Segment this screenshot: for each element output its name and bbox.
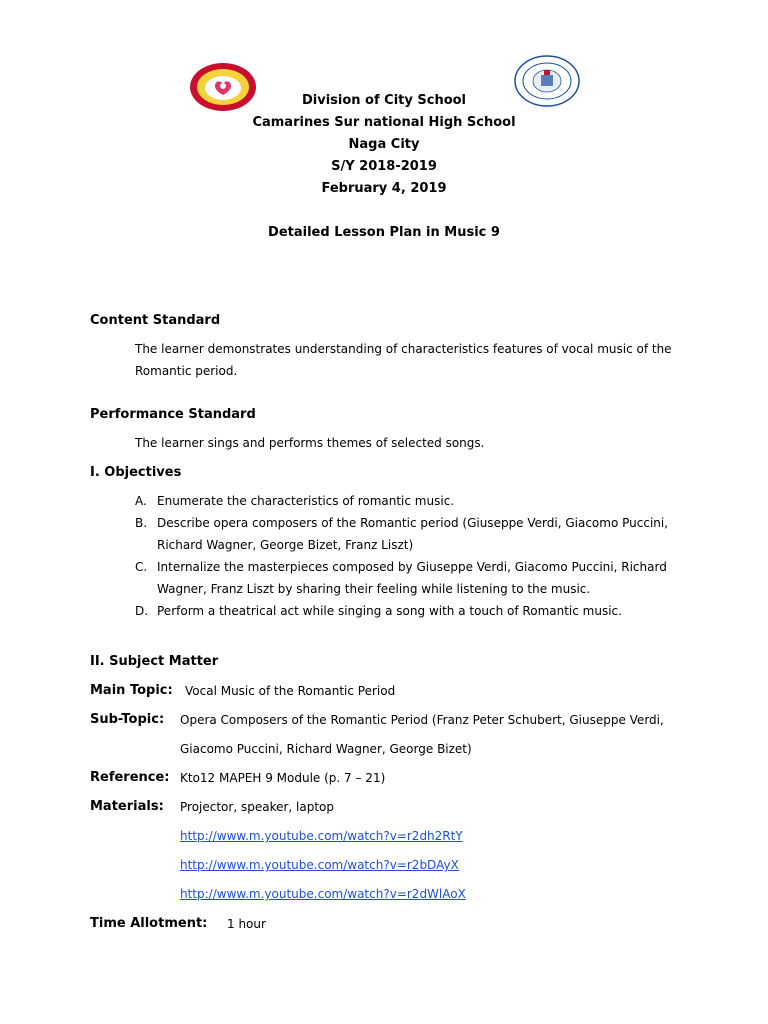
document-date: February 4, 2019 — [321, 181, 447, 196]
video-link-3[interactable]: http://www.m.youtube.com/watch?v=r2dWlAoX — [180, 887, 466, 901]
objective-text: Enumerate the characteristics of romantic music. — [157, 494, 455, 508]
objective-text: Richard Wagner, George Bizet, Franz Liszt) — [157, 538, 414, 552]
sub-topic-line-2: Giacomo Puccini, Richard Wagner, George Bizet) — [180, 742, 472, 756]
objective-letter: A. — [135, 494, 147, 508]
video-link-1[interactable]: http://www.m.youtube.com/watch?v=r2dh2RtY — [180, 829, 463, 843]
performance-standard-heading: Performance Standard — [90, 407, 256, 422]
objective-text: Describe opera composers of the Romantic period (Giuseppe Verdi, Giacomo Puccini, — [157, 516, 669, 530]
division-name: Division of City School — [301, 93, 467, 108]
reference-label: Reference: — [90, 770, 170, 785]
content-standard-heading: Content Standard — [90, 313, 221, 328]
lesson-plan-title: Detailed Lesson Plan in Music 9 — [268, 225, 500, 240]
objectives-heading: I. Objectives — [90, 465, 182, 480]
reference-value: Kto12 MAPEH 9 Module (p. 7 – 21) — [180, 771, 386, 785]
objective-letter: C. — [135, 560, 148, 574]
sub-topic-label: Sub-Topic: — [90, 712, 165, 727]
objective-item — [135, 556, 695, 600]
school-name: Camarines Sur national High School — [252, 115, 516, 130]
video-link-2[interactable]: http://www.m.youtube.com/watch?v=r2bDAyX — [180, 858, 459, 872]
subject-matter-heading: II. Subject Matter — [90, 654, 219, 669]
objective-text: Wagner, Franz Liszt by sharing their feeling while listening to the music. — [157, 582, 591, 596]
time-allotment-value: 1 hour — [227, 917, 266, 931]
materials-label: Materials: — [90, 799, 164, 814]
performance-standard-text: The learner sings and performs themes of selected songs. — [135, 436, 485, 450]
main-topic-value: Vocal Music of the Romantic Period — [185, 684, 396, 698]
objective-text: Internalize the masterpieces composed by Giuseppe Verdi, Giacomo Puccini, Richard — [157, 560, 667, 574]
content-standard-line-2: Romantic period. — [135, 364, 238, 378]
time-allotment-label: Time Allotment: — [90, 916, 208, 931]
objective-letter: B. — [135, 516, 148, 530]
school-year: S/Y 2018-2019 — [331, 159, 437, 174]
content-standard-line-1: The learner demonstrates understanding of characteristics features of vocal music of the — [135, 342, 672, 356]
sub-topic-line-1: Opera Composers of the Romantic Period (Franz Peter Schubert, Giuseppe Verdi, — [180, 713, 664, 727]
main-topic-label: Main Topic: — [90, 683, 173, 698]
objective-item — [135, 600, 695, 622]
materials-value: Projector, speaker, laptop — [180, 800, 335, 814]
objective-item — [135, 490, 695, 512]
objective-item — [135, 512, 695, 556]
objective-letter: D. — [135, 604, 149, 618]
city-name: Naga City — [348, 137, 420, 152]
objective-text: Perform a theatrical act while singing a song with a touch of Romantic music. — [157, 604, 622, 618]
